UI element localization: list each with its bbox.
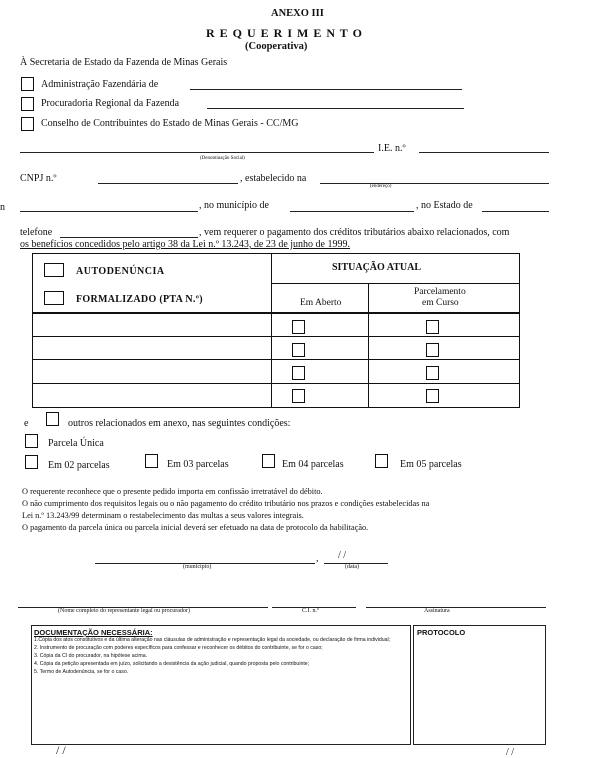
representante-caption: (Nome completo do representante legal ou procurador) bbox=[58, 608, 190, 614]
logradouro-field[interactable] bbox=[20, 211, 198, 212]
checkbox-05-parcelas[interactable] bbox=[375, 454, 388, 468]
left-margin-mark: n bbox=[0, 202, 5, 213]
documentacao-list bbox=[34, 637, 406, 677]
administracao-field[interactable] bbox=[190, 89, 462, 90]
ie-field[interactable] bbox=[419, 152, 549, 153]
estado-field[interactable] bbox=[482, 211, 549, 212]
beneficios-text: os benefícios concedidos pelo artigo 38 da Lei n.º 13.243, de 23 de junho de 1999. bbox=[20, 239, 350, 250]
bottom-right-mark: / / bbox=[506, 747, 515, 758]
checkbox-conselho[interactable] bbox=[21, 117, 34, 131]
table-row bbox=[271, 383, 369, 408]
table-row[interactable] bbox=[32, 383, 272, 408]
option-conselho-label: Conselho de Contribuintes do Estado de Minas Gerais - CC/MG bbox=[41, 118, 299, 129]
protocolo-box bbox=[413, 625, 546, 745]
paragraph-nao-cumprimento: O não cumprimento dos requisitos legais ou o não pagamento do crédito tributário nos prazos e condições estabelecidas na bbox=[22, 499, 430, 508]
estado-label: , no Estado de bbox=[416, 200, 473, 211]
documentacao-item-4: 4. Cópia da petição apresentada em juízo, solicitando a desistência da ação judicial, quando proposta pelo contribuinte; bbox=[34, 661, 310, 667]
checkbox-outros[interactable] bbox=[46, 412, 59, 426]
checkbox-em-aberto-row2[interactable] bbox=[292, 343, 305, 357]
telefone-label: telefone bbox=[20, 227, 53, 238]
checkbox-formalizado[interactable] bbox=[44, 291, 64, 305]
table-row[interactable] bbox=[32, 336, 272, 360]
paragraph-lei: Lei n.º 13.243/99 determinam o restabelecimento das multas a seus valores integrais. bbox=[22, 511, 304, 520]
paragraph-confissao: O requerente reconhece que o presente pedido importa em confissão irretratável do débito. bbox=[22, 487, 323, 496]
checkbox-02-parcelas[interactable] bbox=[25, 455, 38, 469]
telefone-field[interactable] bbox=[60, 237, 198, 238]
outros-label: outros relacionados em anexo, nas seguintes condições: bbox=[68, 418, 291, 429]
table-row[interactable] bbox=[32, 359, 272, 384]
autodenuncia-label: AUTODENÚNCIA bbox=[76, 266, 165, 277]
em-aberto-label: Em Aberto bbox=[300, 298, 342, 308]
protocolo-label: PROTOCOLO bbox=[417, 628, 466, 637]
assinatura-caption: Assinatura bbox=[424, 608, 450, 614]
documentacao-item-2: 2. Instrumento de procuração com poderes específicos para confessar e reconhecer os débitos do contribuinte, se for o caso; bbox=[34, 645, 323, 651]
checkbox-parcelamento-row2[interactable] bbox=[426, 343, 439, 357]
documentacao-item-3: 3. Cópia da CI do procurador, na hipótese acima. bbox=[34, 653, 148, 659]
p05-label: Em 05 parcelas bbox=[400, 459, 462, 470]
municipio-caption: (município) bbox=[183, 564, 212, 570]
option-administracao-label: Administração Fazendária de bbox=[41, 79, 159, 90]
cnpj-label: CNPJ n.º bbox=[20, 173, 57, 184]
documentacao-title: DOCUMENTAÇÃO NECESSÁRIA: bbox=[34, 628, 153, 637]
bottom-left-mark: / / bbox=[56, 743, 66, 757]
checkbox-parcelamento-row1[interactable] bbox=[426, 320, 439, 334]
em-curso-label: em Curso bbox=[422, 298, 459, 308]
checkbox-em-aberto-row3[interactable] bbox=[292, 366, 305, 380]
procuradoria-field[interactable] bbox=[207, 108, 464, 109]
checkbox-procuradoria[interactable] bbox=[21, 97, 34, 111]
table-row bbox=[368, 313, 520, 337]
addressee: À Secretaria de Estado da Fazenda de Minas Gerais bbox=[20, 57, 228, 68]
checkbox-administracao[interactable] bbox=[21, 77, 34, 91]
checkbox-em-aberto-row1[interactable] bbox=[292, 320, 305, 334]
documentacao-item-5: 5. Termo de Autodenúncia, se for o caso. bbox=[34, 669, 129, 675]
ci-caption: C.I. n.º bbox=[302, 608, 319, 614]
parcela-unica-label: Parcela Única bbox=[48, 438, 104, 449]
denominacao-field[interactable] bbox=[20, 152, 374, 153]
checkbox-04-parcelas[interactable] bbox=[262, 454, 275, 468]
endereco-caption: (endereço) bbox=[370, 184, 392, 189]
formalizado-label: FORMALIZADO (PTA N.º) bbox=[76, 294, 203, 305]
p04-label: Em 04 parcelas bbox=[282, 459, 344, 470]
assinatura-field[interactable] bbox=[366, 607, 546, 608]
table-row bbox=[368, 336, 520, 360]
checkbox-parcelamento-row3[interactable] bbox=[426, 366, 439, 380]
cnpj-field[interactable] bbox=[98, 183, 238, 184]
table-row bbox=[271, 359, 369, 384]
annex-label: ANEXO III bbox=[271, 8, 324, 19]
denominacao-caption: (Denominação Social) bbox=[200, 156, 245, 161]
table-row bbox=[368, 359, 520, 384]
comma-separator: , bbox=[316, 553, 319, 564]
municipio-label: , no município de bbox=[199, 200, 269, 211]
option-procuradoria-label: Procuradoria Regional da Fazenda bbox=[41, 98, 180, 109]
e-label: e bbox=[24, 418, 29, 429]
date-slashes: / / bbox=[338, 550, 347, 561]
data-caption: (data) bbox=[345, 564, 359, 570]
page-title: R E Q U E R I M E N T O bbox=[206, 26, 363, 40]
page-subtitle: (Cooperativa) bbox=[245, 41, 308, 52]
ie-label: I.E. n.º bbox=[378, 143, 406, 154]
requerer-text: , vem requerer o pagamento dos créditos tributários abaixo relacionados, com bbox=[199, 227, 510, 238]
table-row bbox=[271, 336, 369, 360]
endereco-field[interactable] bbox=[320, 183, 549, 184]
checkbox-em-aberto-row4[interactable] bbox=[292, 389, 305, 403]
table-row bbox=[271, 313, 369, 337]
p03-label: Em 03 parcelas bbox=[167, 459, 229, 470]
checkbox-03-parcelas[interactable] bbox=[145, 454, 158, 468]
table-row bbox=[368, 383, 520, 408]
p02-label: Em 02 parcelas bbox=[48, 460, 110, 471]
estabelecido-label: , estabelecido na bbox=[240, 173, 307, 184]
situacao-atual-label: SITUAÇÃO ATUAL bbox=[332, 262, 421, 273]
checkbox-autodenuncia[interactable] bbox=[44, 263, 64, 277]
parcelamento-label: Parcelamento bbox=[414, 287, 466, 297]
table-row[interactable] bbox=[32, 313, 272, 337]
documentacao-item-1: 1.Cópia dos atos constitutivos e da última alteração nas cláusulas de administração e representação legal da sociedade, ou declaração de firma individual; bbox=[34, 637, 391, 643]
checkbox-parcelamento-row4[interactable] bbox=[426, 389, 439, 403]
checkbox-parcela-unica[interactable] bbox=[25, 434, 38, 448]
legal-paragraphs bbox=[22, 486, 429, 534]
paragraph-pagamento: O pagamento da parcela única ou parcela inicial deverá ser efetuado na data de protocolo da habilitação. bbox=[22, 523, 369, 532]
municipio-field[interactable] bbox=[290, 211, 414, 212]
